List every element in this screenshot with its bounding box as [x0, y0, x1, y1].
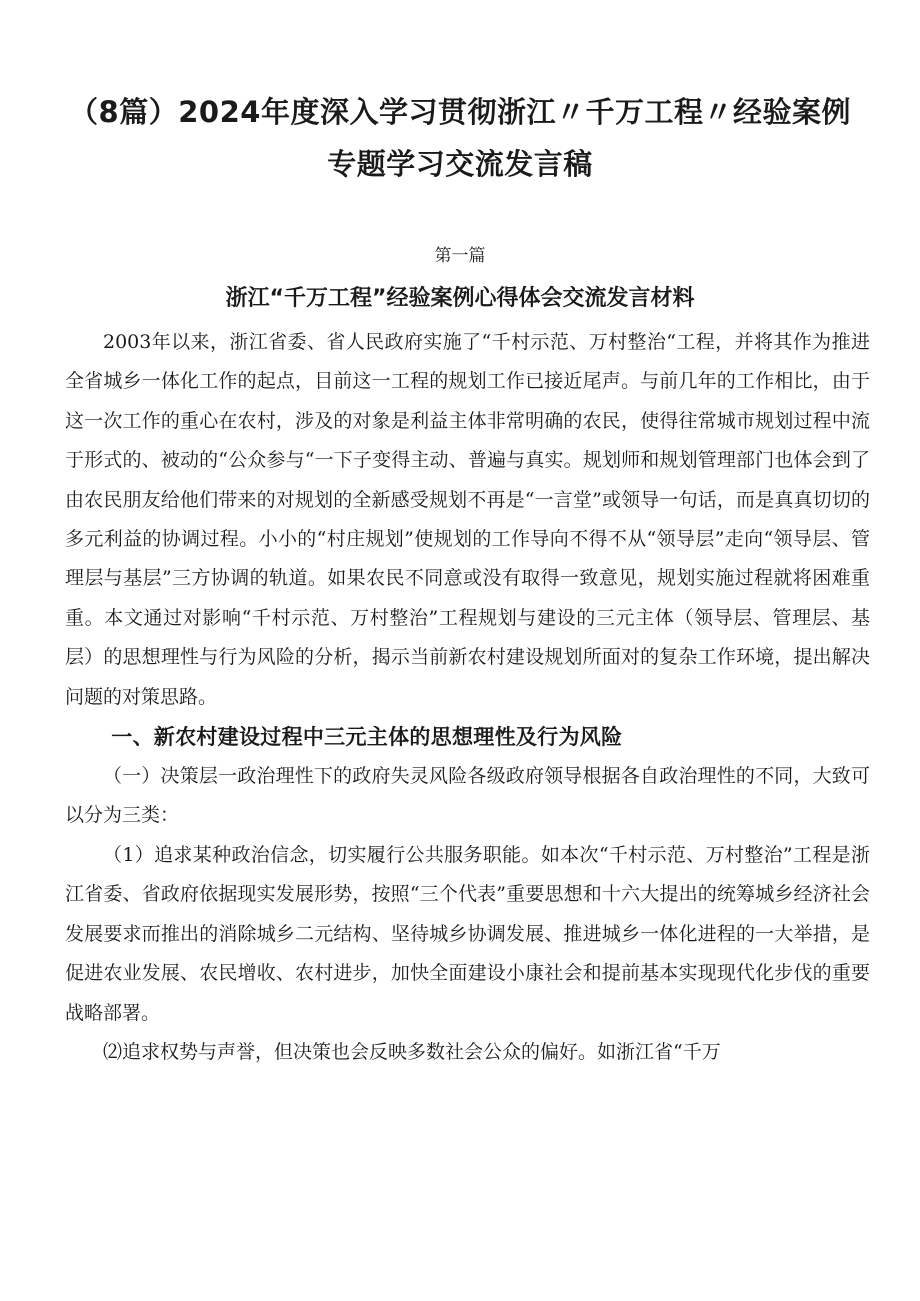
document-title: （8篇）2024年度深入学习贯彻浙江〃千万工程〃经验案例专题学习交流发言稿	[69, 95, 851, 181]
body-paragraph: （一）决策层一政治理性下的政府失灵风险各级政府领导根据各自政治理性的不同，大致可以分为三类：	[65, 765, 870, 827]
body-paragraph: ⑵追求权势与声誉，但决策也会反映多数社会公众的偏好。如浙江省“千万	[103, 1040, 721, 1063]
document-body	[65, 323, 870, 1072]
section-label: 第一篇	[434, 246, 486, 266]
article-title: 浙江“千万工程”经验案例心得体会交流发言材料	[225, 286, 695, 311]
body-paragraph: （1）追求某种政治信念，切实履行公共服务职能。如本次“千村示范、万村整治”工程是浙江省委、省政府依据现实发展形势，按照“三个代表”重要思想和十六大提出的统筹城乡经济社会发展要求而推出的消除城乡二元结构、坚待城乡协调发展、推进城乡一体化进程的一大举措，是促进农业发展、农民增收、农村进步，加快全面建设小康社会和提前基本实现现代化步伐的重要战略部署。	[65, 843, 870, 1024]
body-paragraph: 2003年以来，浙江省委、省人民政府实施了“千村示范、万村整治“工程，并将其作为推进全省城乡一体化工作的起点，目前这一工程的规划工作已接近尾声。与前几年的工作相比，由于这一次工作的重心在农村，涉及的对象是利益主体非常明确的农民，使得往常城市规划过程中流于形式的、被动的“公众参与“一下子变得主动、普遍与真实。规划师和规划管理部门也体会到了由农民朋友给他们带来的对规划的全新感受规划不再是“一言堂”或领导一句话，而是真真切切的多元利益的协调过程。小小的“村庄规划”使规划的工作导向不得不从“领导层”走向“领导层、管理层与基层”三方协调的轨道。如果农民不同意或没有取得一致意见，规划实施过程就将困难重重。本文通过对影响“千村示范、万村整治”工程规划与建设的三元主体（领导层、管理层、基层）的思想理性与行为风险的分析，揭示当前新农村建设规划所面对的复杂工作环境，提出解决问题的对策思路。	[65, 331, 870, 708]
section-heading: 一、新农村建设过程中三元主体的思想理性及行为风险	[111, 725, 623, 750]
